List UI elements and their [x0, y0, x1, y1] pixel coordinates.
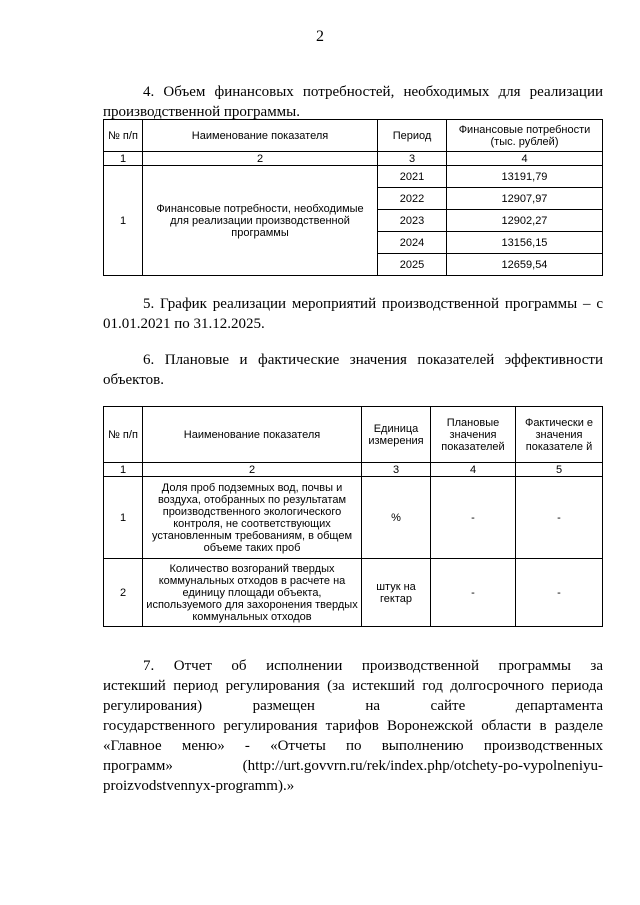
header-period: Период [378, 120, 447, 152]
section-4-line-1: 4. Объем финансовых потребностей, необходимых для реализации [143, 84, 603, 100]
year-cell: 2024 [378, 232, 447, 254]
row-unit: % [362, 477, 431, 559]
section-7-line-6: программ» (http://urt.govvrn.ru/rek/index.php/otchety-po-vypolneniyu- [103, 758, 603, 774]
numbering-cell: 4 [447, 152, 603, 166]
section-5-line-1: 5. График реализации мероприятий производственной программы – с [143, 296, 603, 312]
numbering-cell: 1 [104, 152, 143, 166]
table-row [104, 166, 603, 188]
row-name: Финансовые потребности, необходимые для реализации производственной программы [143, 166, 378, 276]
numbering-cell: 1 [104, 463, 143, 477]
financial-needs-table [103, 119, 603, 276]
section-5-heading [103, 294, 603, 334]
year-cell: 2025 [378, 254, 447, 276]
page-number: 2 [316, 28, 324, 45]
numbering-cell: 5 [516, 463, 603, 477]
row-num: 1 [104, 477, 143, 559]
numbering-cell: 3 [378, 152, 447, 166]
header-unit: Единица измерения [362, 407, 431, 463]
row-plan: - [431, 559, 516, 627]
year-cell: 2022 [378, 188, 447, 210]
header-financial-needs: Финансовые потребности (тыс. рублей) [447, 120, 603, 152]
efficiency-indicators-table [103, 406, 603, 627]
value-cell: 12907,97 [447, 188, 603, 210]
numbering-cell: 3 [362, 463, 431, 477]
value-cell: 12659,54 [447, 254, 603, 276]
value-cell: 13191,79 [447, 166, 603, 188]
numbering-cell: 2 [143, 152, 378, 166]
row-fact: - [516, 559, 603, 627]
section-6-heading [103, 350, 603, 390]
section-4-line-2: производственной программы. [103, 104, 301, 120]
numbering-cell: 2 [143, 463, 362, 477]
row-num: 2 [104, 559, 143, 627]
row-fact: - [516, 477, 603, 559]
section-4-heading [103, 82, 603, 122]
year-cell: 2021 [378, 166, 447, 188]
section-7-line-5: «Главное меню» - «Отчеты по выполнению производственных [103, 738, 603, 754]
table-numbering-row [104, 152, 603, 166]
year-cell: 2023 [378, 210, 447, 232]
section-7-line-2: истекший период регулирования (за истекший год долгосрочного периода [103, 678, 603, 694]
value-cell: 12902,27 [447, 210, 603, 232]
table-numbering-row [104, 463, 603, 477]
section-5-line-2: 01.01.2021 по 31.12.2025. [103, 316, 265, 332]
header-num: № п/п [104, 407, 143, 463]
section-7-line-4: государственного регулирования тарифов Воронежской области в разделе [103, 718, 603, 734]
row-num: 1 [104, 166, 143, 276]
numbering-cell: 4 [431, 463, 516, 477]
header-fact: Фактически е значения показателе й [516, 407, 603, 463]
table-header-row [104, 407, 603, 463]
value-cell: 13156,15 [447, 232, 603, 254]
header-num: № п/п [104, 120, 143, 152]
section-7-paragraph [103, 656, 603, 796]
row-plan: - [431, 477, 516, 559]
table-header-row [104, 120, 603, 152]
header-plan: Плановые значения показателей [431, 407, 516, 463]
row-name: Доля проб подземных вод, почвы и воздуха, отобранных по результатам производственного экологического контроля, не соответствующих установленным требованиям, в общем объеме таких проб [143, 477, 362, 559]
table-row [104, 477, 603, 559]
header-name: Наименование показателя [143, 407, 362, 463]
header-name: Наименование показателя [143, 120, 378, 152]
row-unit: штук на гектар [362, 559, 431, 627]
section-6-line-2: объектов. [103, 372, 164, 388]
section-7-line-3: регулирования) размещен на сайте департамента [103, 698, 603, 714]
row-name: Количество возгораний твердых коммунальных отходов в расчете на единицу площади объекта, используемого для захоронения твердых коммунальных отходов [143, 559, 362, 627]
section-6-line-1: 6. Плановые и фактические значения показателей эффективности [143, 352, 603, 368]
section-7-line-7: proizvodstvennyx-programm).» [103, 778, 295, 794]
table-row [104, 559, 603, 627]
section-7-line-1: 7. Отчет об исполнении производственной программы за [143, 658, 603, 674]
